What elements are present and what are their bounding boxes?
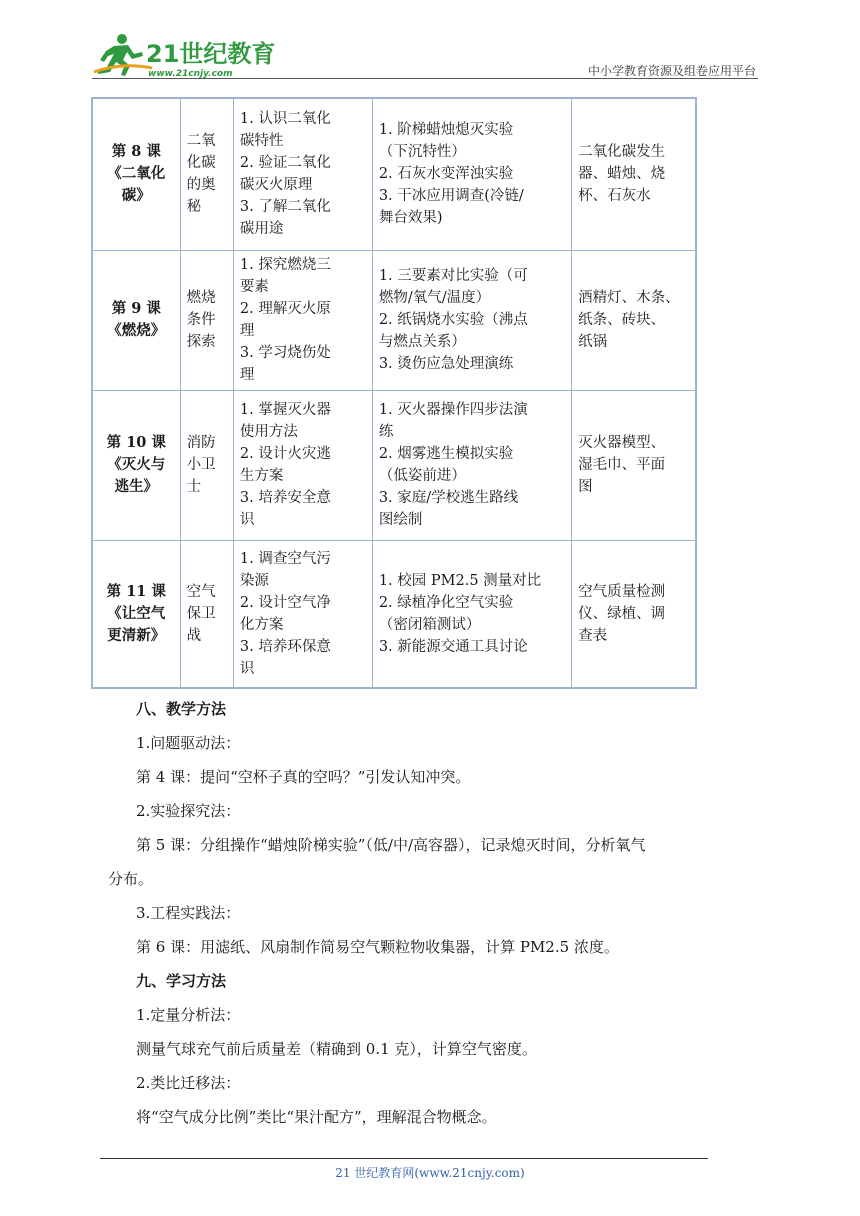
activities-cell (372, 250, 571, 390)
logo-url: www.21cnjy.com (148, 69, 233, 79)
cell-line: 图 (578, 479, 593, 495)
cell-line: 二氧 (186, 133, 216, 150)
lesson-table (91, 97, 697, 689)
footer-text: 21 世纪教育网(www.21cnjy.com) (335, 1166, 525, 1180)
cell-line: 第 9 课 (111, 300, 161, 317)
cell-line: 理 (239, 323, 255, 339)
cell-line: 更清新》 (107, 626, 166, 644)
lesson-cell (92, 390, 180, 540)
cell-line: 碳用途 (239, 221, 284, 238)
method-text: 测量气球充气前后质量差（精确到 0.1 克），计算空气密度。 (136, 1040, 537, 1058)
cell-line: 碳》 (121, 187, 151, 205)
lesson-cell (92, 98, 180, 250)
goals-cell (233, 98, 372, 250)
cell-line: 识 (239, 660, 255, 677)
cell-line: 3. 培养环保意 (239, 638, 331, 655)
cell-line: 要素 (239, 279, 269, 295)
cell-line: 逃生》 (114, 478, 159, 495)
cell-line: 士 (186, 479, 202, 495)
cell-line: 2. 石灰水变浑浊实验 (378, 166, 514, 183)
cell-line: 保卫 (186, 605, 216, 622)
method-text: 第 6 课：用滤纸、风扇制作简易空气颗粒物收集器，计算 PM2.5 浓度。 (136, 938, 619, 956)
method-text-continued: 分布。 (108, 870, 154, 888)
cell-line: （下沉特性） (378, 144, 466, 161)
materials-cell (572, 250, 696, 390)
section-title-learning-methods: 九、学习方法 (136, 972, 227, 990)
cell-line: 2. 绿植净化空气实验 (378, 594, 514, 611)
cell-line: 湿毛巾、平面 (578, 457, 666, 473)
cell-line: 《灭火与 (107, 456, 166, 473)
cell-line: 2. 理解灭火原 (239, 301, 331, 317)
cell-line: 化方案 (239, 616, 284, 633)
cell-line: 小卫 (186, 457, 216, 473)
cell-line: 3. 学习烧伤处 (239, 345, 331, 361)
cell-line: 2. 设计火灾逃 (239, 446, 331, 462)
cell-line: 《燃烧》 (107, 322, 166, 339)
goals-cell (233, 250, 372, 390)
theme-cell (180, 250, 233, 390)
cell-line: 理 (239, 367, 255, 383)
cell-line: 消防 (186, 435, 216, 451)
cell-line: 3. 烫伤应急处理演练 (378, 356, 514, 372)
cell-line: 战 (186, 627, 202, 644)
cell-line: 1. 灭火器操作四步法演 (378, 402, 528, 418)
cell-line: 《让空气 (107, 604, 166, 622)
cell-line: 图绘制 (378, 512, 423, 528)
theme-cell (180, 98, 233, 250)
cell-line: 查表 (578, 627, 608, 644)
cell-line: 识 (239, 512, 255, 528)
lesson-cell (92, 250, 180, 390)
lesson-cell (92, 540, 180, 688)
cell-line: 第 10 课 (106, 434, 166, 451)
cell-line: 1. 掌握灭火器 (239, 402, 331, 418)
cell-line: 杯、石灰水 (578, 188, 651, 205)
materials-cell (572, 390, 696, 540)
cell-line: 1. 探究燃烧三 (239, 257, 331, 273)
cell-line: 3. 干冰应用调查(冷链/ (378, 188, 524, 205)
methods-section (108, 692, 768, 1134)
activities-cell (372, 540, 571, 688)
table-row (92, 390, 696, 540)
method-heading: 2.类比迁移法： (136, 1074, 241, 1092)
theme-cell (180, 540, 233, 688)
cell-line: 燃烧 (186, 290, 216, 306)
cell-line: 2. 验证二氧化 (239, 155, 331, 172)
cell-line: （低姿前进） (378, 468, 466, 484)
cell-line: 碳灭火原理 (239, 177, 313, 194)
cell-line: 舞台效果) (378, 210, 443, 227)
table-row (92, 98, 696, 250)
cell-line: 3. 家庭/学校逃生路线 (378, 490, 519, 506)
method-heading: 2.实验探究法： (136, 802, 241, 820)
cell-line: 3. 了解二氧化 (239, 199, 331, 216)
cell-line: 器、蜡烛、烧 (578, 166, 666, 183)
goals-cell (233, 540, 372, 688)
cell-line: 的奥 (186, 177, 216, 194)
cell-line: 1. 阶梯蜡烛熄灭实验 (378, 122, 514, 139)
theme-cell (180, 390, 233, 540)
cell-line: 1. 调查空气污 (239, 550, 331, 567)
cell-line: 1. 认识二氧化 (239, 111, 331, 128)
method-heading: 1.问题驱动法： (136, 734, 241, 752)
table-row (92, 540, 696, 688)
method-text: 将“空气成分比例”类比“果汁配方”，理解混合物概念。 (136, 1108, 497, 1126)
table-row (92, 250, 696, 390)
cell-line: 化碳 (186, 155, 216, 172)
activities-cell (372, 390, 571, 540)
cell-line: 秘 (186, 199, 202, 216)
cell-line: 第 8 课 (111, 143, 161, 161)
cell-line: 与燃点关系） (378, 334, 466, 350)
cell-line: 碳特性 (239, 133, 284, 150)
cell-line: 探索 (186, 334, 216, 350)
cell-line: 空气 (186, 583, 216, 600)
cell-line: 2. 纸锅烧水实验（沸点 (378, 312, 528, 328)
method-text: 第 5 课：分组操作“蜡烛阶梯实验”（低/中/高容器），记录熄灭时间，分析氧气 (136, 836, 646, 854)
goals-cell (233, 390, 372, 540)
cell-line: 《二氧化 (107, 165, 166, 183)
cell-line: 酒精灯、木条、 (578, 290, 680, 306)
cell-line: 染源 (239, 572, 269, 589)
cell-line: 生方案 (239, 468, 284, 484)
materials-cell (572, 540, 696, 688)
cell-line: 3. 培养安全意 (239, 490, 331, 506)
cell-line: （密闭箱测试） (378, 616, 481, 633)
cell-line: 仪、绿植、调 (578, 605, 666, 622)
logo-text: 21世纪教育 (146, 40, 276, 68)
cell-line: 第 11 课 (106, 582, 166, 600)
page-header (92, 32, 760, 82)
cell-line: 燃物/氧气/温度） (378, 290, 491, 306)
cell-line: 空气质量检测 (578, 583, 666, 600)
cell-line: 使用方法 (239, 424, 298, 440)
cell-line: 条件 (186, 312, 216, 328)
section-title-teaching-methods: 八、教学方法 (136, 700, 227, 718)
activities-cell (372, 98, 571, 250)
cell-line: 1. 三要素对比实验（可 (378, 268, 528, 284)
method-heading: 1.定量分析法： (136, 1006, 241, 1024)
cell-line: 二氧化碳发生 (578, 144, 666, 161)
cell-line: 2. 设计空气净 (239, 594, 331, 611)
header-divider (92, 78, 758, 79)
method-heading: 3.工程实践法： (136, 904, 241, 922)
site-logo (92, 32, 276, 80)
materials-cell (572, 98, 696, 250)
header-platform-label: 中小学教育资源及组卷应用平台 (587, 64, 756, 78)
cell-line: 纸锅 (578, 334, 608, 350)
cell-line: 练 (378, 424, 394, 440)
method-text: 第 4 课：提问“空杯子真的空吗？”引发认知冲突。 (136, 768, 471, 786)
cell-line: 1. 校园 PM2.5 测量对比 (378, 572, 542, 589)
cell-line: 3. 新能源交通工具讨论 (378, 638, 528, 655)
footer-divider (100, 1158, 708, 1159)
cell-line: 纸条、砖块、 (578, 312, 666, 328)
cell-line: 2. 烟雾逃生模拟实验 (378, 446, 514, 462)
cell-line: 灭火器模型、 (578, 435, 666, 451)
